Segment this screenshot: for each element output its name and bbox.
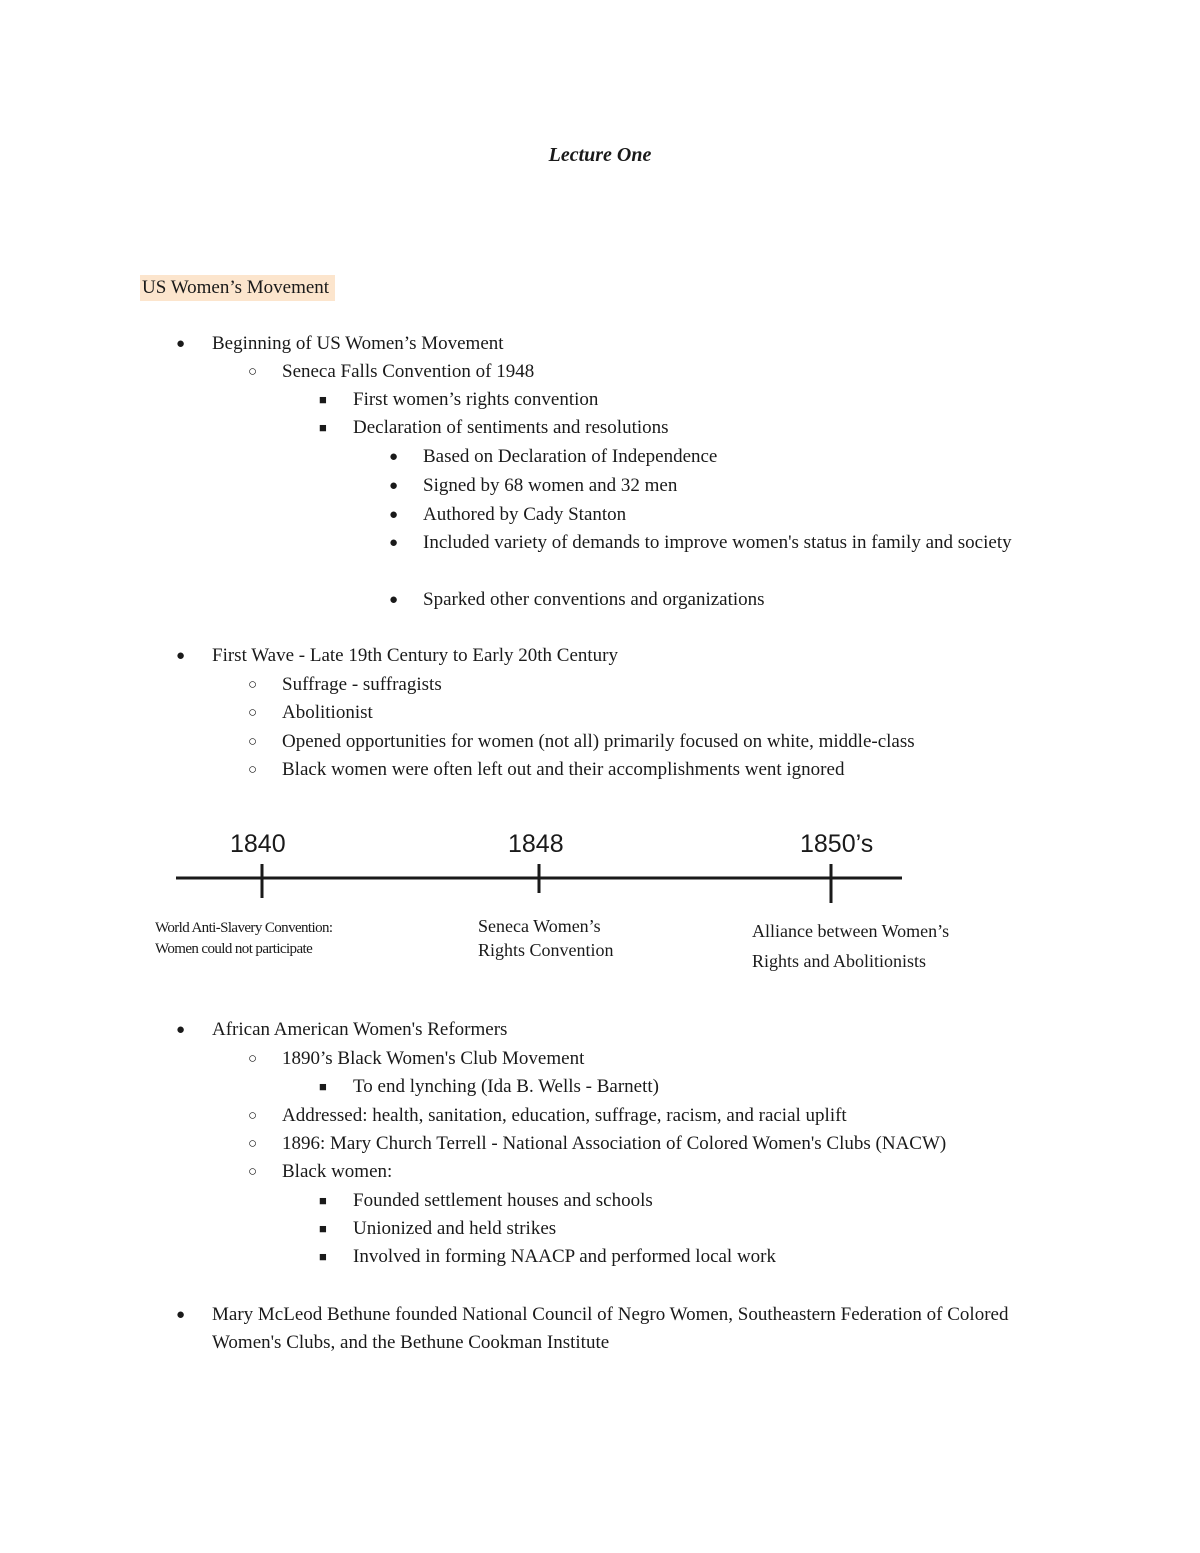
- bullet-hollow-icon: ○: [248, 364, 258, 380]
- list-item: ● Beginning of US Women’s Movement: [212, 330, 504, 358]
- list-item: ■ To end lynching (Ida B. Wells - Barnett): [353, 1073, 659, 1101]
- timeline-event-description: Seneca Women’s Rights Convention: [478, 916, 614, 960]
- list-item: ● First Wave - Late 19th Century to Early 20th Century: [212, 642, 618, 670]
- bullet-hollow-icon: ○: [248, 1108, 258, 1124]
- list-item: ○ Suffrage - suffragists: [282, 671, 442, 699]
- bullet-square-icon: ■: [319, 420, 327, 435]
- bullet-square-icon: ■: [319, 1249, 327, 1264]
- bullet-filled-icon: ●: [176, 648, 186, 664]
- timeline-year-label: 1840: [230, 830, 286, 858]
- timeline-axis: [0, 820, 1200, 990]
- list-item: ■ Declaration of sentiments and resolutions: [353, 414, 669, 442]
- bullet-filled-icon: ●: [389, 592, 399, 608]
- bullet-filled-icon: ●: [176, 1022, 186, 1038]
- bullet-hollow-icon: ○: [248, 705, 258, 721]
- list-item: ● Mary McLeod Bethune founded National Council of Negro Women, Southeastern Federation of Colored Women's Clubs, and the Bethune Cookman Institute: [212, 1301, 1052, 1358]
- list-item: ○ Black women:: [282, 1158, 392, 1186]
- list-item: ● Included variety of demands to improve women's status in family and society: [423, 529, 1043, 557]
- bullet-square-icon: ■: [319, 1079, 327, 1094]
- bullet-filled-icon: ●: [389, 449, 399, 465]
- list-item: ○ Abolitionist: [282, 699, 373, 727]
- list-item: ○ Addressed: health, sanitation, education, suffrage, racism, and racial uplift: [282, 1102, 847, 1130]
- page-title: Lecture One: [548, 144, 652, 166]
- bullet-hollow-icon: ○: [248, 677, 258, 693]
- list-item: ○ 1890’s Black Women's Club Movement: [282, 1045, 584, 1073]
- list-item: ■ Unionized and held strikes: [353, 1215, 556, 1243]
- list-item: ● Sparked other conventions and organizations: [423, 586, 765, 614]
- list-item: ● Authored by Cady Stanton: [423, 501, 626, 529]
- bullet-square-icon: ■: [319, 392, 327, 407]
- bullet-filled-icon: ●: [176, 1307, 186, 1323]
- list-item: ● African American Women's Reformers: [212, 1016, 507, 1044]
- timeline-year-label: 1848: [508, 830, 564, 858]
- list-item: ● Signed by 68 women and 32 men: [423, 472, 677, 500]
- list-item: ○ Opened opportunities for women (not all) primarily focused on white, middle-class: [282, 728, 915, 756]
- list-item: ○ Black women were often left out and their accomplishments went ignored: [282, 756, 844, 784]
- list-item: ● Based on Declaration of Independence: [423, 443, 717, 471]
- bullet-hollow-icon: ○: [248, 734, 258, 750]
- bullet-hollow-icon: ○: [248, 762, 258, 778]
- list-item: ○ Seneca Falls Convention of 1948: [282, 358, 534, 386]
- bullet-filled-icon: ●: [176, 336, 186, 352]
- section-heading-highlighted: US Women’s Movement: [140, 275, 335, 301]
- timeline-event-description: Alliance between Women’s Rights and Abolitionists: [752, 921, 950, 971]
- bullet-filled-icon: ●: [389, 507, 399, 523]
- timeline-year-label: 1850’s: [800, 830, 874, 858]
- list-item: ■ Involved in forming NAACP and performed local work: [353, 1243, 776, 1271]
- list-item: ○ 1896: Mary Church Terrell - National Association of Colored Women's Clubs (NACW): [282, 1130, 946, 1158]
- bullet-square-icon: ■: [319, 1221, 327, 1236]
- list-item: ■ Founded settlement houses and schools: [353, 1187, 653, 1215]
- bullet-filled-icon: ●: [389, 478, 399, 494]
- timeline: [0, 820, 1200, 990]
- bullet-filled-icon: ●: [389, 535, 399, 551]
- bullet-hollow-icon: ○: [248, 1164, 258, 1180]
- bullet-square-icon: ■: [319, 1193, 327, 1208]
- bullet-hollow-icon: ○: [248, 1136, 258, 1152]
- timeline-event-description: World Anti-Slavery Convention: Women could not participate: [155, 920, 333, 957]
- list-item: ■ First women’s rights convention: [353, 386, 598, 414]
- bullet-hollow-icon: ○: [248, 1051, 258, 1067]
